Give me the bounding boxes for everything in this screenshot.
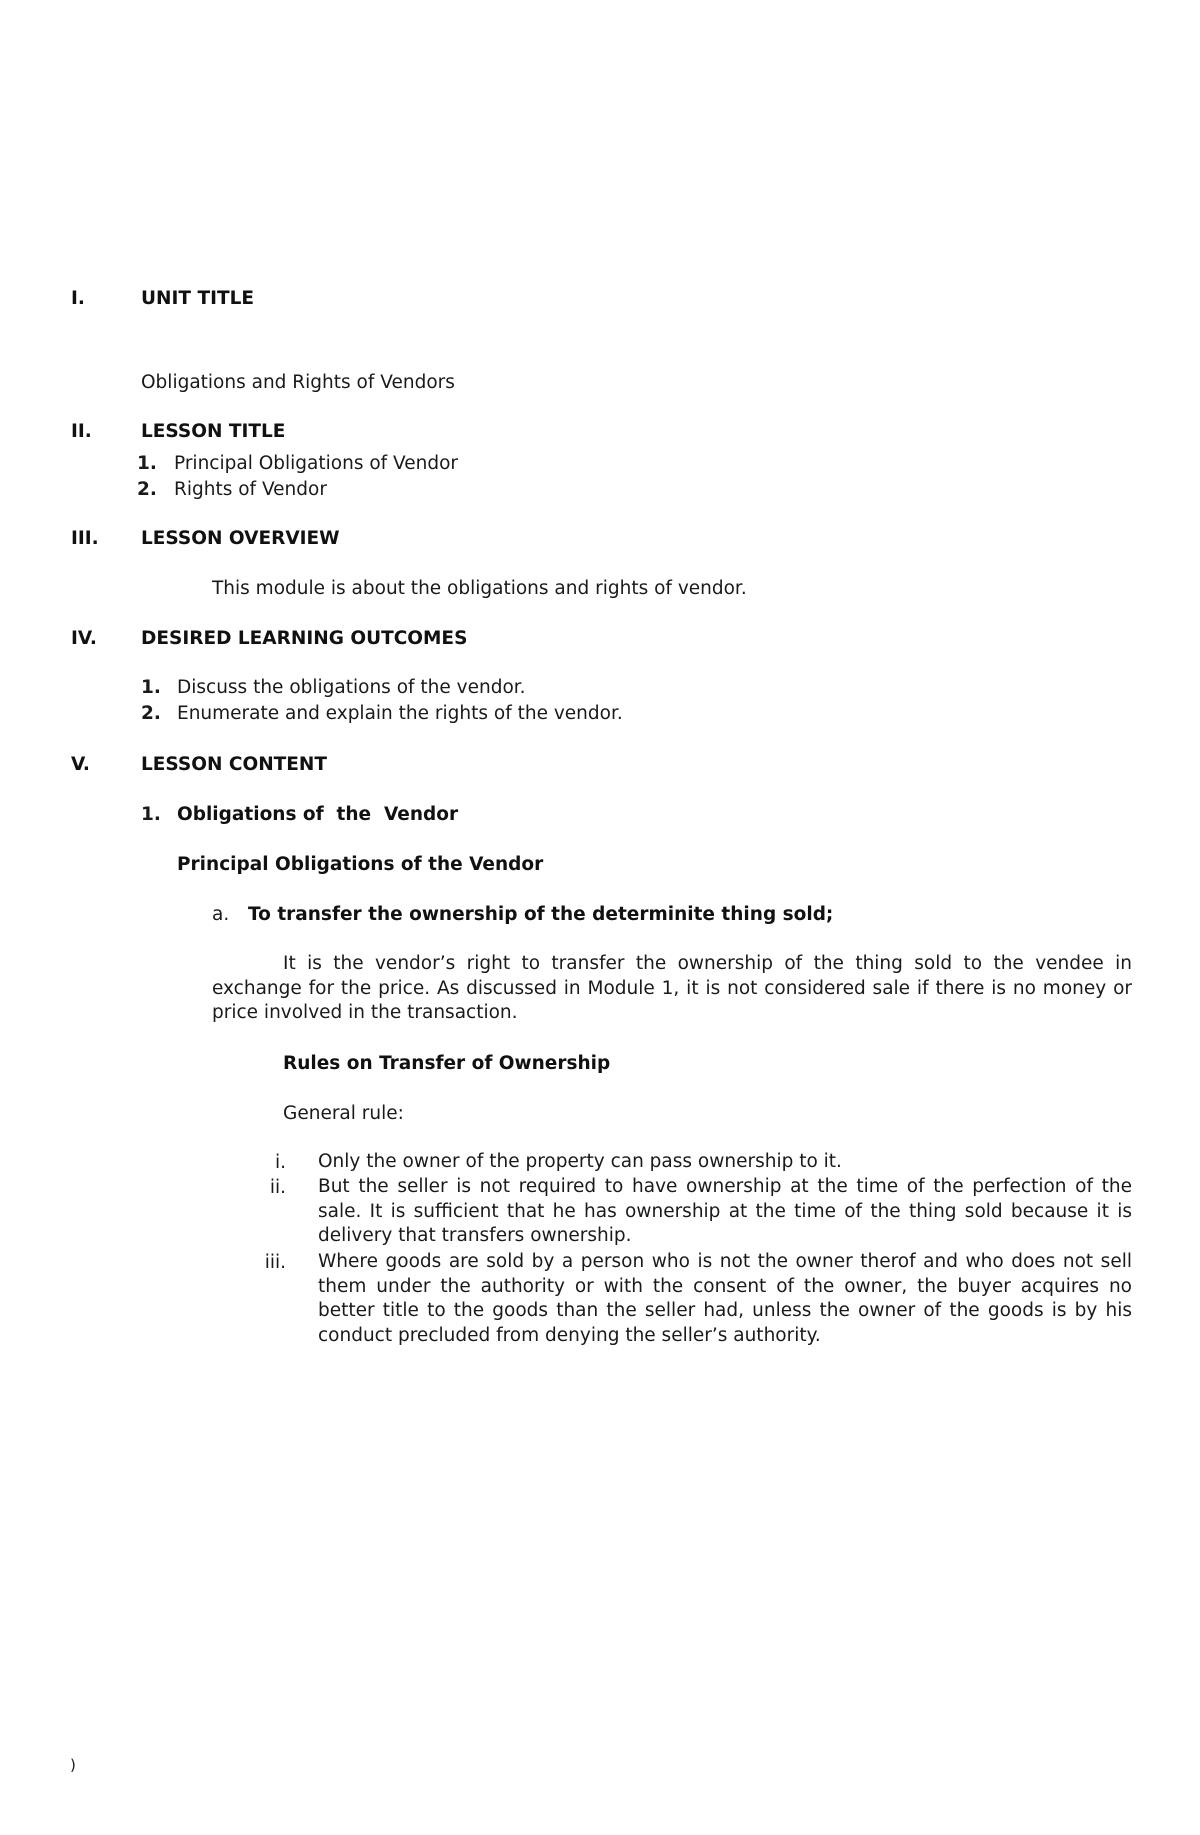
section-numeral: III. [71,528,99,549]
section-numeral: V. [71,754,90,775]
item-a-heading: To transfer the ownership of the determinite thing sold; [248,904,834,925]
lesson-title-number: 1. [137,453,157,474]
section-numeral: II. [71,421,92,442]
rules-heading: Rules on Transfer of Ownership [283,1053,611,1074]
section-heading-learning-outcomes: DESIRED LEARNING OUTCOMES [141,628,468,649]
outcome-item: Discuss the obligations of the vendor. [177,677,526,698]
rule-item: Where goods are sold by a person who is not the owner therof and who does not sell them under the authority or with the consent of the owner, the buyer acquires no better title to the goods than the seller had, unless the owner of the goods is by his conduct precluded from denying the seller’s authority. [318,1251,1132,1346]
item-a-paragraph: It is the vendor’s right to transfer the ownership of the thing sold to the vendee in exchange for the price. As discussed in Module 1, it is not considered sale if there is no money or price involved in the transaction. [212,953,1132,1023]
rule-item: Only the owner of the property can pass ownership to it. [318,1151,842,1172]
lesson-title-number: 2. [137,479,157,500]
subsection-title: Obligations of the Vendor [177,804,459,825]
subsection-number: 1. [141,804,161,825]
lesson-title-item: Rights of Vendor [174,479,327,500]
section-heading-lesson-overview: LESSON OVERVIEW [141,528,340,549]
lesson-title-item: Principal Obligations of Vendor [174,453,459,474]
section-heading-lesson-title: LESSON TITLE [141,421,286,442]
item-a-label: a. [212,904,230,925]
rule-number: iii. [264,1252,286,1273]
rule-number: i. [274,1152,286,1173]
principal-obligations-heading: Principal Obligations of the Vendor [177,854,544,875]
general-rule-label: General rule: [283,1103,404,1124]
outcome-number: 1. [141,677,161,698]
outcome-number: 2. [141,703,161,724]
overview-text: This module is about the obligations and rights of vendor. [212,578,747,599]
unit-title-text: Obligations and Rights of Vendors [141,372,455,393]
section-numeral: IV. [71,628,97,649]
outcome-item: Enumerate and explain the rights of the vendor. [177,703,623,724]
rule-number: ii. [269,1177,286,1198]
rule-item: But the seller is not required to have ownership at the time of the perfection of the sale. It is sufficient that he has ownership at the time of the thing sold because it is delivery that transfers ownership. [318,1176,1132,1246]
section-heading-unit-title: UNIT TITLE [141,288,254,309]
footer-mark: ) [70,1756,76,1774]
section-heading-lesson-content: LESSON CONTENT [141,754,328,775]
section-numeral: I. [71,288,85,309]
